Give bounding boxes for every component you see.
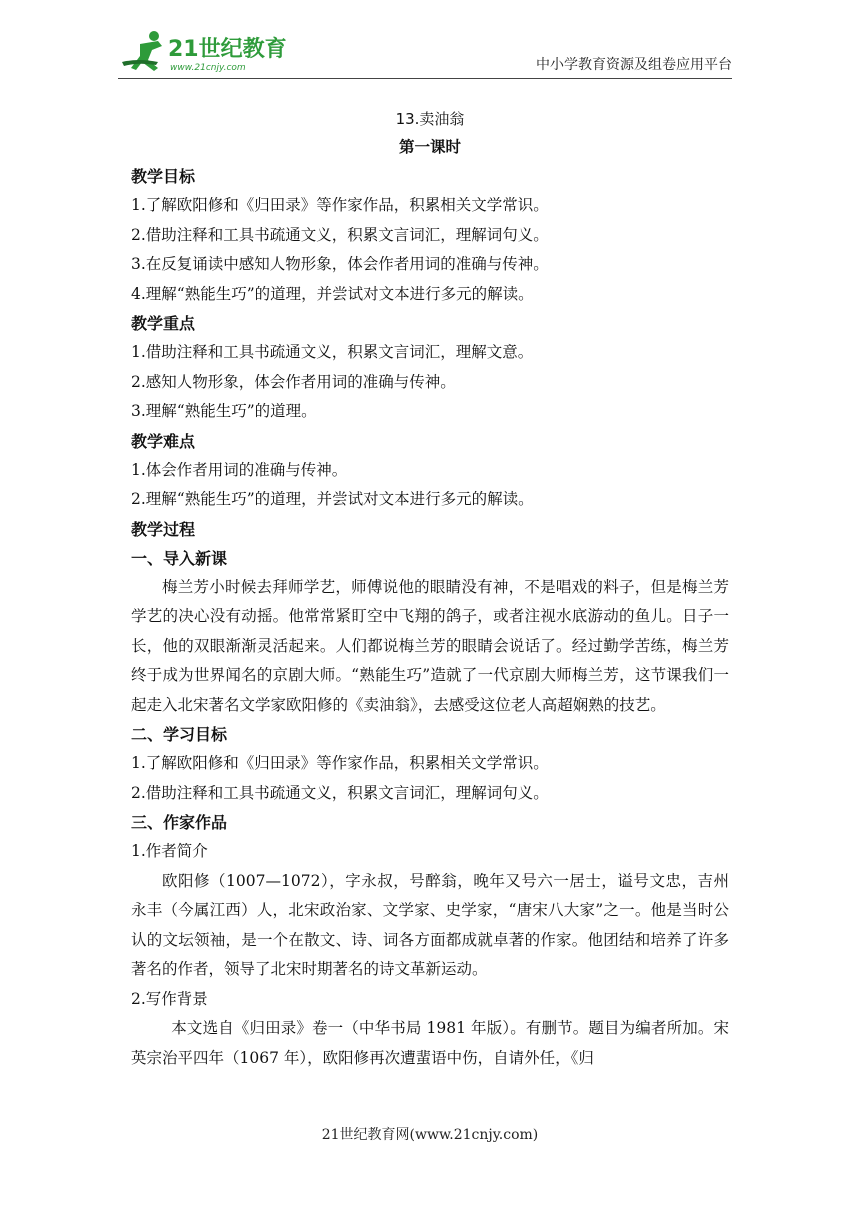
header-divider bbox=[118, 78, 732, 79]
page-header bbox=[118, 28, 732, 80]
section-heading: 教学目标 bbox=[131, 167, 196, 186]
platform-name: 中小学教育资源及组卷应用平台 bbox=[536, 57, 732, 73]
list-item: 1.了解欧阳修和《归田录》等作家作品，积累相关文学常识。 bbox=[131, 754, 549, 772]
logo-url: www.21cnjy.com bbox=[170, 63, 246, 73]
subsection-heading: 三、作家作品 bbox=[131, 813, 228, 832]
list-item: 4.理解“熟能生巧”的道理，并尝试对文本进行多元的解读。 bbox=[131, 284, 534, 303]
section-heading: 教学过程 bbox=[131, 519, 196, 539]
list-item: 3.在反复诵读中感知人物形象，体会作者用词的准确与传神。 bbox=[131, 255, 549, 273]
runner-icon bbox=[122, 31, 162, 71]
logo-wordmark: 21世纪教育 bbox=[168, 37, 287, 62]
list-item: 1.了解欧阳修和《归田录》等作家作品，积累相关文学常识。 bbox=[131, 196, 549, 214]
list-item: 1.借助注释和工具书疏通文义，积累文言词汇，理解文意。 bbox=[131, 343, 534, 361]
section-heading: 教学重点 bbox=[131, 314, 196, 333]
section-heading: 教学难点 bbox=[131, 431, 196, 451]
page-footer: 21世纪教育网(www.21cnjy.com) bbox=[321, 1127, 539, 1143]
paragraph: 梅兰芳小时候去拜师学艺，师傅说他的眼睛没有神，不是唱戏的料子，但是梅兰芳学艺的决心没有动摇。他常常紧盯空中飞翔的鸽子，或者注视水底游动的鱼儿。日子一长，他的双眼渐渐灵活起来。人们都说梅兰芳的眼睛会说话了。经过勤学苦练，梅兰芳终于成为世界闻名的京剧大师。“熟能生巧”造就了一代京剧大师梅兰芳，这节课我们一起走入北宋著名文学家欧阳修的《卖油翁》，去感受这位老人高超娴熟的技艺。 bbox=[131, 577, 729, 714]
paragraph: 本文选自《归田录》卷一（中华书局 1981 年版）。有删节。题目为编者所加。宋英宗治平四年（1067 年），欧阳修再次遭蜚语中伤，自请外任，《归 bbox=[131, 1019, 729, 1067]
paragraph: 欧阳修（1007—1072），字永叔，号醉翁，晚年又号六一居士，谥号文忠，吉州永丰（今属江西）人，北宋政治家、文学家、史学家，“唐宋八大家”之一。他是当时公认的文坛领袖，是一个在散文、诗、词各方面都成就卓著的作家。他团结和培养了许多著名的作者，领导了北宋时期著名的诗文革新运动。 bbox=[131, 871, 729, 978]
lesson-subtitle: 第一课时 bbox=[398, 138, 461, 156]
list-item: 2.借助注释和工具书疏通文义，积累文言词汇，理解词句义。 bbox=[131, 225, 549, 244]
lesson-title: 13.卖油翁 bbox=[395, 110, 465, 128]
sub-heading: 2.写作背景 bbox=[131, 989, 208, 1008]
subsection-heading: 二、学习目标 bbox=[131, 725, 228, 744]
list-item: 2.感知人物形象，体会作者用词的准确与传神。 bbox=[131, 372, 456, 391]
list-item: 2.借助注释和工具书疏通文义，积累文言词汇，理解词句义。 bbox=[131, 783, 549, 802]
list-item: 3.理解“熟能生巧”的道理。 bbox=[131, 402, 317, 420]
lesson-content bbox=[131, 106, 729, 1073]
site-logo bbox=[118, 28, 288, 76]
subsection-heading: 一、导入新课 bbox=[131, 548, 228, 568]
sub-heading: 1.作者简介 bbox=[131, 842, 208, 860]
list-item: 2.理解“熟能生巧”的道理，并尝试对文本进行多元的解读。 bbox=[131, 490, 534, 508]
list-item: 1.体会作者用词的准确与传神。 bbox=[131, 460, 348, 479]
